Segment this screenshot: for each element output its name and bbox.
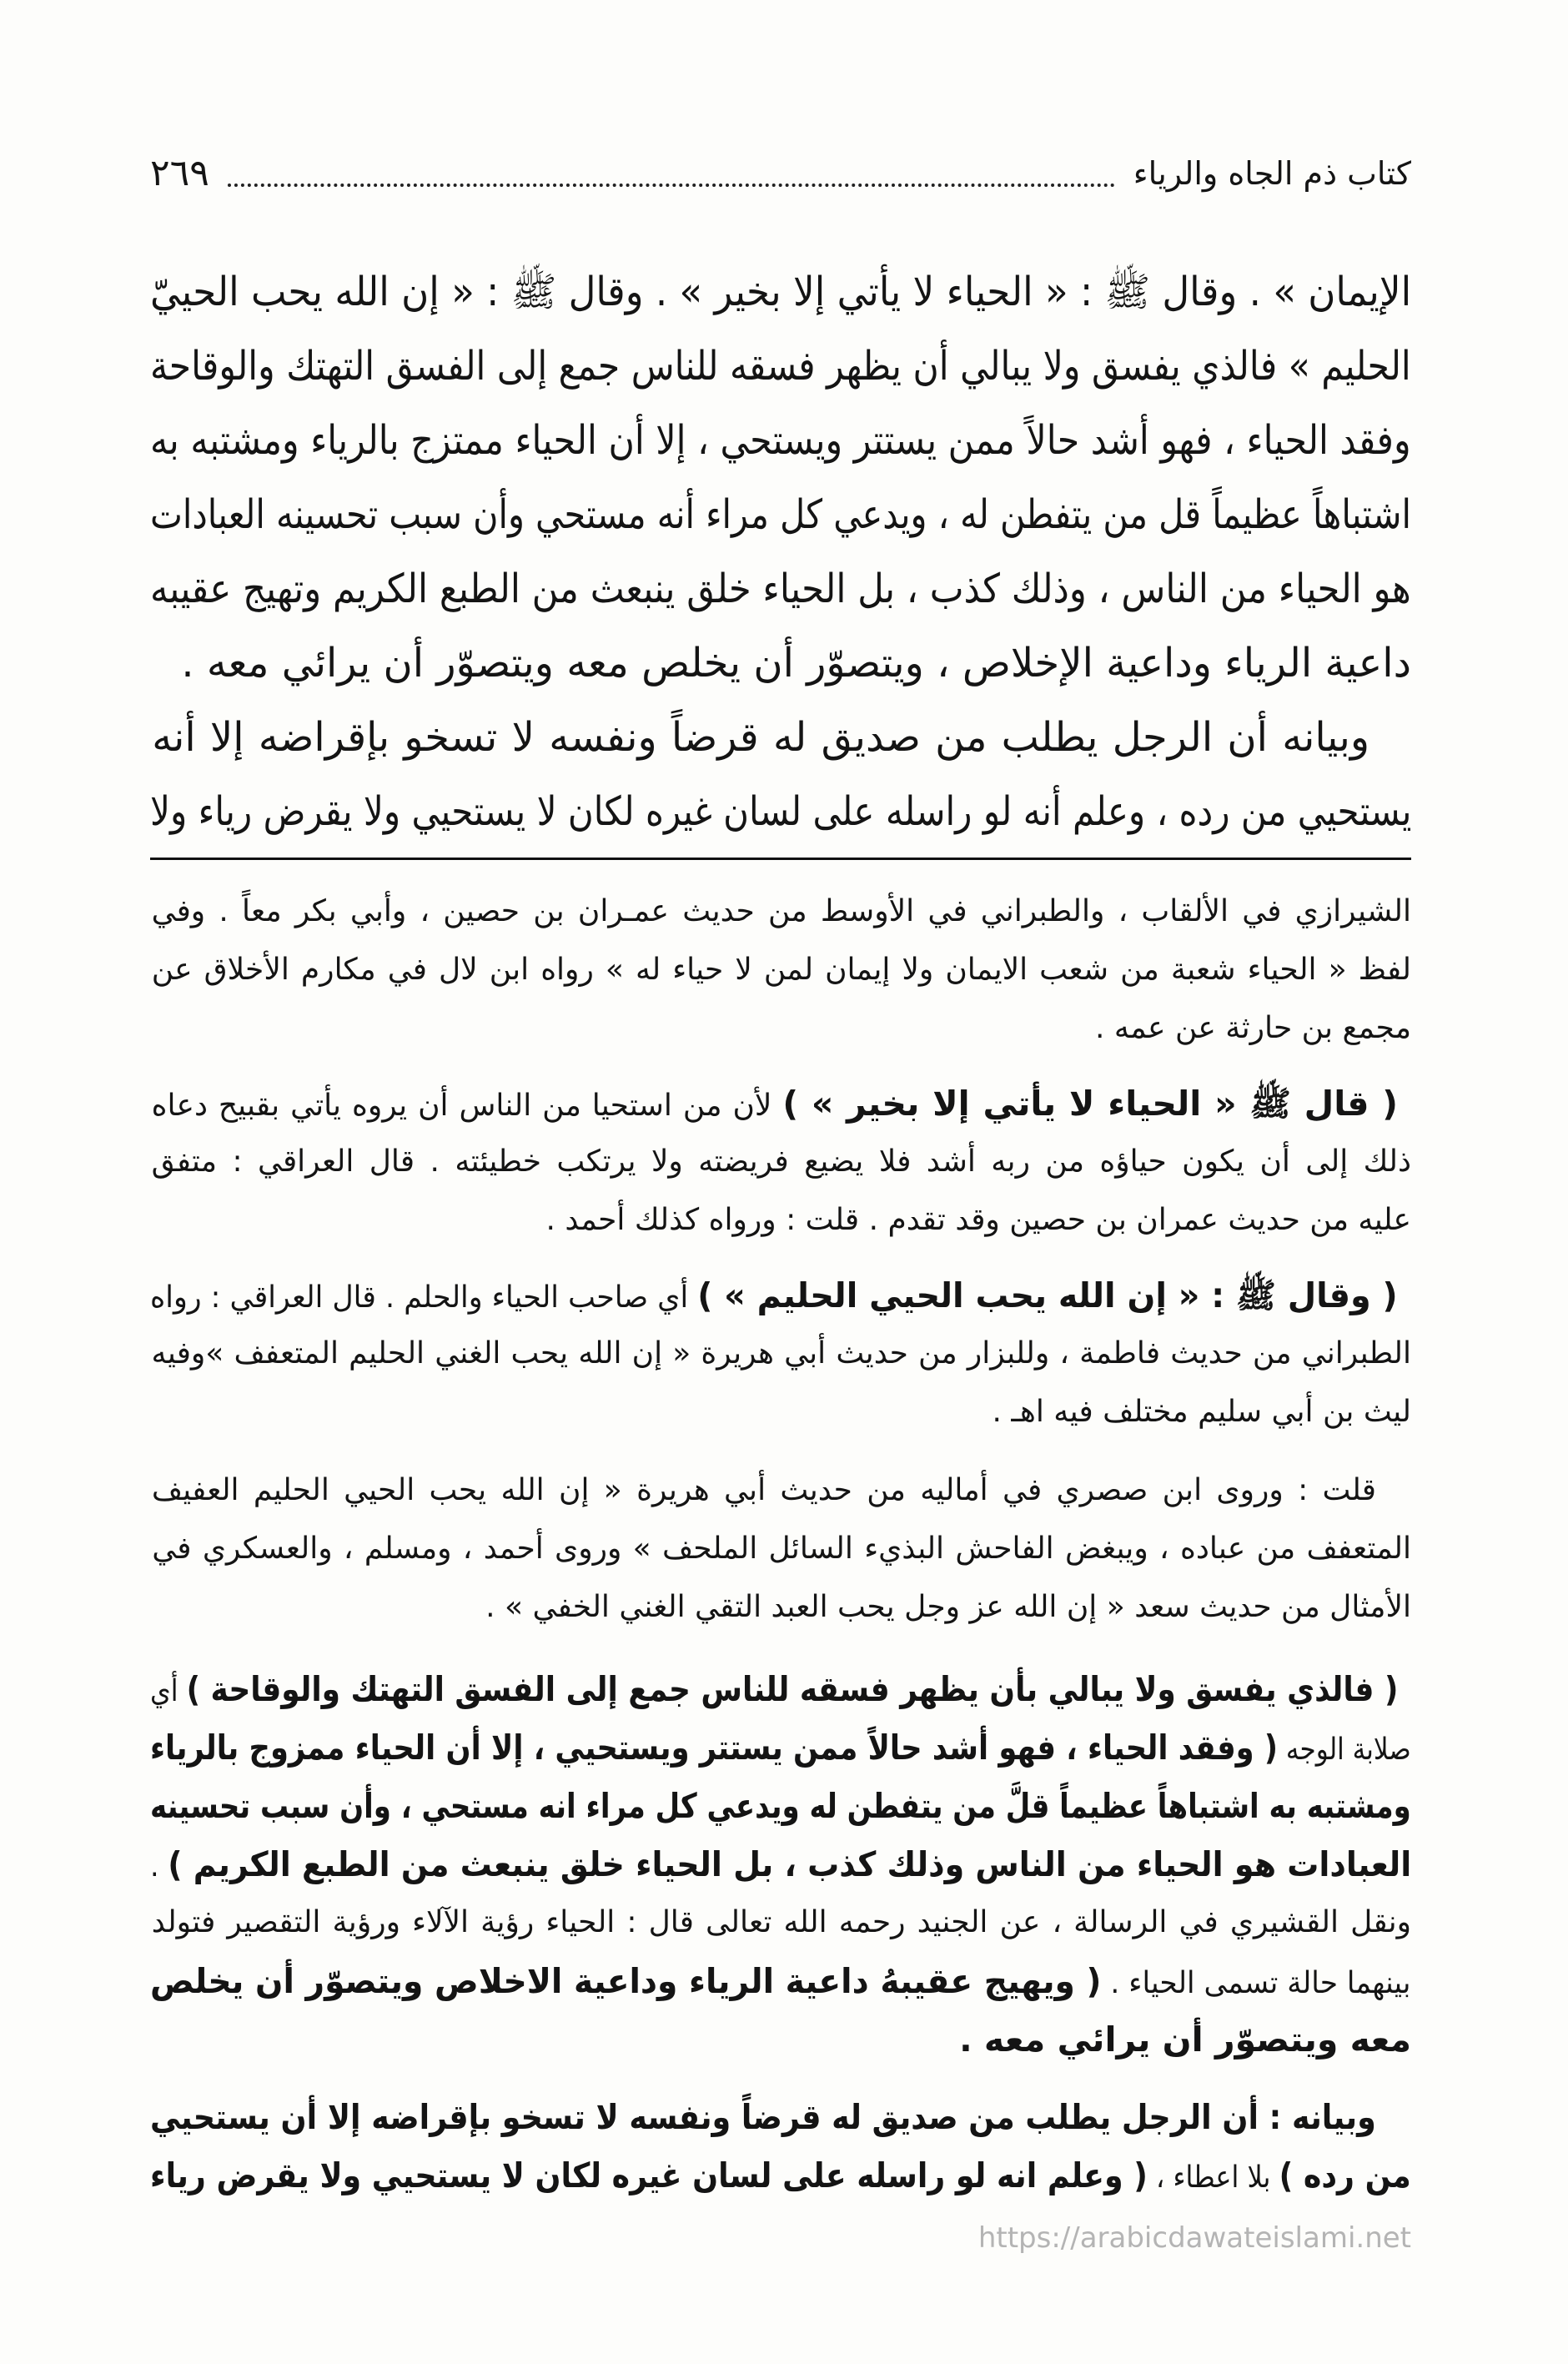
footnote-line xyxy=(150,1191,1411,1250)
footnote-text: لأن من استحيا من الناس أن يروه يأتي بقبيح دعاه xyxy=(151,1089,772,1123)
footnote-paragraph xyxy=(150,883,1411,1058)
footnote-line-content xyxy=(150,1718,1411,1777)
main-text-line-content: وفقد الحياء ، فهو أشد حالاً ممن يستتر ويستحي ، إلا أن الحياء ممتزج بالرياء ومشتبه به xyxy=(150,417,1411,464)
footnote-line-content xyxy=(152,941,1411,999)
footnote-line xyxy=(150,883,1411,941)
footnote-text: بلا اعطاء ، xyxy=(1156,2160,1271,2195)
footnote-line-content xyxy=(150,1660,1398,1718)
footnote-line-content xyxy=(152,1520,1411,1578)
footnote-line-content xyxy=(152,1894,1411,1952)
footnote-quoted-text: ( وعلم انه لو راسله على لسان غيره لكان لا يستحيي ولا يقرض رياء xyxy=(150,2155,1148,2196)
footnote-line xyxy=(150,1074,1411,1133)
footnote-text: بينهما حالة تسمى الحياء . xyxy=(1110,1966,1411,2000)
footnote-line xyxy=(150,1660,1411,1718)
footnote-line-content xyxy=(150,2146,1411,2205)
main-text-line-content: الإيمان » . وقال ﷺ : « الحياء لا يأتي إلا بخير » . وقال ﷺ : « إن الله يحب الحييّ xyxy=(150,269,1411,315)
footnote-text: أي صاحب الحياء والحلم . قال العراقي : رواه xyxy=(150,1280,689,1315)
footnote-line xyxy=(150,1952,1411,2010)
footnote-paragraph xyxy=(150,1461,1411,1637)
footnote-line-content xyxy=(150,2088,1376,2146)
footnote-line-content xyxy=(959,2010,1411,2069)
footnote-text: عليه من حديث عمران بن حصين وقد تقدم . قلت : ورواه كذلك أحمد . xyxy=(545,1203,1411,1237)
watermark-url: https://arabicdawateislami.net xyxy=(977,2221,1411,2255)
footnote-text: أي xyxy=(150,1674,178,1708)
footnote-quoted-text: ( فالذي يفسق ولا يبالي بأن يظهر فسقه للناس جمع إلى الفسق التهتك والوقاحة ) xyxy=(186,1669,1398,1709)
main-text-line xyxy=(150,255,1411,329)
footnote-line xyxy=(150,1718,1411,1777)
main-text-line-content: اشتباهاً عظيماً قل من يتفطن له ، ويدعي كل مراء أنه مستحي وأن سبب تحسينه العبادات xyxy=(150,491,1411,538)
footnote-paragraph xyxy=(150,1074,1411,1250)
footnote-quoted-text: وبيانه : أن الرجل يطلب من صديق له قرضاً ونفسه لا تسخو بإقراضه إلا أن يستحيي xyxy=(150,2097,1376,2137)
footnote-text: ليث بن أبي سليم مختلف فيه اهـ . xyxy=(992,1395,1411,1429)
footnote-line xyxy=(150,2146,1411,2205)
main-text-line xyxy=(150,775,1411,849)
main-text-line xyxy=(150,329,1411,404)
footnote-line xyxy=(150,1461,1411,1520)
footnote-line-content xyxy=(152,1325,1411,1383)
footnote-text: قلت : وروى ابن صصري في أماليه من حديث أبي هريرة « إن الله يحب الحيي الحليم العفيف xyxy=(151,1473,1376,1507)
footnote-line xyxy=(150,1777,1411,1835)
main-text-line xyxy=(150,626,1411,701)
footnote-line-content xyxy=(150,1952,1411,2010)
footnote-line-content xyxy=(152,1133,1411,1191)
footnote-text: مجمع بن حارثة عن عمه . xyxy=(1095,1011,1411,1045)
footnote-line xyxy=(150,1325,1411,1383)
footnote-line-content xyxy=(152,1461,1376,1520)
footnote-quoted-text: ومشتبه به اشتباهاً عظيماً قلَّ من يتفطن له ويدعي كل مراء انه مستحي ، وأن سبب تحسينه xyxy=(150,1786,1411,1826)
footnote-quoted-text: من رده ) xyxy=(1279,2155,1411,2196)
footnote-line-content xyxy=(485,1578,1411,1637)
footnote-line-content xyxy=(152,1074,1398,1133)
footnote-line-content xyxy=(1095,999,1411,1058)
footnote-line xyxy=(150,2088,1411,2146)
footnote-quoted-text: معه ويتصوّر أن يرائي معه . xyxy=(959,2019,1411,2060)
footnote-line-content xyxy=(150,1835,1411,1894)
main-text-line xyxy=(150,552,1411,626)
footnote-line-content xyxy=(992,1383,1411,1441)
header-leader-dots xyxy=(228,184,1115,187)
footnote-line xyxy=(150,1133,1411,1191)
main-text xyxy=(150,255,1411,849)
footnote-line xyxy=(150,1266,1411,1325)
footnote-text: . xyxy=(150,1849,159,1884)
footnote-line xyxy=(150,1578,1411,1637)
main-text-line-content: الحليم » فالذي يفسق ولا يبالي أن يظهر فسقه للناس جمع إلى الفسق التهتك والوقاحة xyxy=(150,343,1411,390)
footnote-paragraph xyxy=(150,1660,1411,2069)
footnote-quoted-text: ( وفقد الحياء ، فهو أشد حالاً ممن يستتر ويستحيي ، إلا أن الحياء ممزوج بالرياء xyxy=(150,1728,1279,1768)
footnote-text: صلابة الوجه xyxy=(1286,1733,1411,1767)
header-title: كتاب ذم الجاه والرياء xyxy=(1133,155,1411,192)
page-number: ٢٦٩ xyxy=(150,152,209,194)
main-text-line-content: داعية الرياء وداعية الإخلاص ، ويتصوّر أن يخلص معه ويتصوّر أن يرائي معه . xyxy=(181,640,1411,687)
footnote-line-content xyxy=(150,1777,1411,1835)
main-text-line xyxy=(150,478,1411,552)
footnote-text: المتعفف من عباده ، ويبغض الفاحش البذيء السائل الملحف » وروى أحمد ، ومسلم ، والعسكري في xyxy=(152,1532,1411,1566)
footnote-text: الأمثال من حديث سعد « إن الله عز وجل يحب العبد التقي الغني الخفي » . xyxy=(485,1590,1411,1624)
footnote-line-content xyxy=(150,1266,1398,1325)
main-text-line-content: يستحيي من رده ، وعلم أنه لو راسله على لسان غيره لكان لا يستحيي ولا يقرض رياء ولا xyxy=(150,788,1411,835)
footnote-text: الشيرازي في الألقاب ، والطبراني في الأوسط من حديث عمـران بن حصين ، وأبي بكر معاً . وفي xyxy=(151,894,1411,928)
footnote-paragraph xyxy=(150,2088,1411,2205)
footnote-text: ذلك إلى أن يكون حياؤه من ربه أشد فلا يضيع فريضته ولا يرتكب خطيئته . قال العراقي : متفق xyxy=(151,1144,1411,1179)
footnote-quoted-text: العبادات هو الحياء من الناس وذلك كذب ، بل الحياء خلق ينبعث من الطبع الكريم ) xyxy=(167,1844,1411,1884)
main-text-line xyxy=(150,701,1411,775)
footnote-line-content xyxy=(152,883,1411,941)
footnote-quoted-text: ( ويهيج عقيبهُ داعية الرياء وداعية الاخلاص ويتصوّر أن يخلص xyxy=(150,1961,1102,2001)
main-text-line xyxy=(150,404,1411,478)
footnote-text: لفظ « الحياء شعبة من شعب الايمان ولا إيمان لمن لا حياء له » رواه ابن لال في مكارم الأخلاق عن xyxy=(151,953,1411,987)
footnote-quoted-text: ( قال ﷺ « الحياء لا يأتي إلا بخير » ) xyxy=(782,1084,1398,1124)
running-header xyxy=(150,147,1411,200)
main-text-line-content: وبيانه أن الرجل يطلب من صديق له قرضاً ونفسه لا تسخو بإقراضه إلا أنه xyxy=(152,714,1369,761)
footnote-text: ونقل القشيري في الرسالة ، عن الجنيد رحمه الله تعالى قال : الحياء رؤية الآلاء ورؤية التقصير فتولد xyxy=(151,1905,1411,1939)
footnote-line-content xyxy=(546,1191,1411,1250)
footnote-text: الطبراني من حديث فاطمة ، وللبزار من حديث أبي هريرة « إن الله يحب الغني الحليم المتعفف »وفيه xyxy=(151,1336,1411,1371)
footnote-line xyxy=(150,999,1411,1058)
footnote-quoted-text: ( وقال ﷺ : « إن الله يحب الحيي الحليم » ) xyxy=(697,1275,1398,1315)
footnote-paragraph xyxy=(150,1266,1411,1441)
footnote-line xyxy=(150,2010,1411,2069)
main-text-line-content: هو الحياء من الناس ، وذلك كذب ، بل الحياء خلق ينبعث من الطبع الكريم وتهيج عقيبه xyxy=(150,566,1411,612)
footnote-line xyxy=(150,941,1411,999)
footnote-line xyxy=(150,1894,1411,1952)
footnote-separator-rule xyxy=(150,858,1411,860)
footnote-line xyxy=(150,1520,1411,1578)
footnote-line xyxy=(150,1835,1411,1894)
footnote-line xyxy=(150,1383,1411,1441)
